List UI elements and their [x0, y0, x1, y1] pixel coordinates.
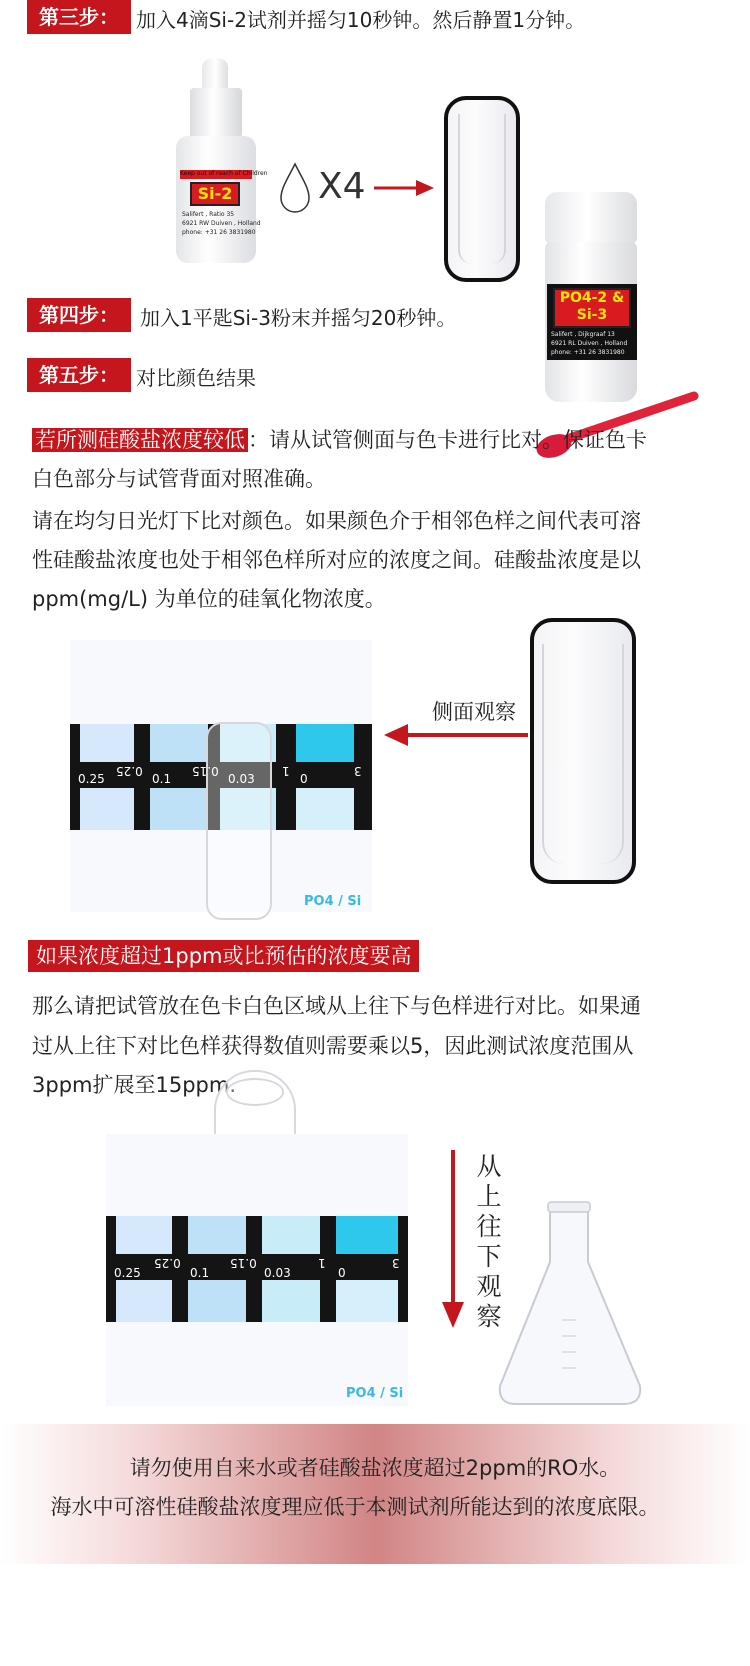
high-section-line3: 3ppm扩展至15ppm. — [32, 1073, 236, 1097]
arrow-right-icon — [374, 176, 436, 200]
test-tube-on-card — [206, 722, 272, 920]
swatch-0.1 — [188, 1216, 246, 1254]
swatch-0.25 — [116, 1280, 172, 1322]
card-brand: PO4 / Si — [304, 894, 362, 909]
swatch-0 — [296, 724, 354, 762]
top-down-char: 下 — [476, 1242, 502, 1271]
swatch-0.25 — [116, 1216, 172, 1254]
warning-strip: Keep out of reach of Children — [180, 170, 268, 177]
low-section-line4: 性硅酸盐浓度也处于相邻色样所对应的浓度之间。硅酸盐浓度是以 — [32, 548, 641, 572]
drop-count: X4 — [318, 166, 366, 207]
swatch-0.1 — [150, 788, 208, 830]
color-card-top — [106, 1134, 408, 1406]
dropper-cap — [190, 88, 242, 138]
high-section-line1: 那么请把试管放在色卡白色区域从上往下与色样进行对比。如果通 — [32, 994, 641, 1018]
swatch-0.25 — [80, 724, 134, 762]
high-section-tag: 如果浓度超过1ppm或比预估的浓度要高 — [28, 940, 419, 972]
step5-text: 对比颜色结果 — [136, 366, 256, 390]
arrow-down-icon — [440, 1150, 466, 1330]
arrow-left-icon — [384, 722, 530, 748]
si3-label-line: Si-3 — [576, 307, 608, 323]
drop-icon — [278, 162, 312, 214]
card-rotated-label: 3 — [392, 1256, 400, 1270]
top-down-char: 从 — [476, 1152, 502, 1181]
card-rotated-label: 3 — [354, 764, 362, 778]
po4-address-line: phone: +31 26 3831980 — [551, 349, 625, 356]
swatch-0.1 — [188, 1280, 246, 1322]
top-down-char: 上 — [476, 1182, 502, 1211]
step4-tag: 第四步： — [27, 298, 131, 332]
step5-tag: 第五步： — [27, 358, 131, 392]
po4-address — [551, 330, 635, 357]
card-value-label: 0.03 — [264, 1266, 291, 1280]
card-value-label: 0 — [338, 1266, 346, 1280]
card-brand: PO4 / Si — [346, 1386, 404, 1401]
si2-bottle — [176, 58, 268, 263]
card-rotated-label: 0.15 — [192, 764, 219, 778]
step4-text: 加入1平匙Si-3粉末并摇匀20秒钟。 — [140, 306, 457, 330]
footer-line2: 海水中可溶性硅酸盐浓度理应低于本测试剂所能达到的浓度底限。 — [50, 1495, 660, 1519]
si2-address-line: phone: +31 26 3831980 — [182, 229, 256, 236]
card-rotated-label: 0.15 — [230, 1256, 257, 1270]
card-rotated-label: 1 — [282, 764, 290, 778]
high-section-line2: 过从上往下对比色样获得数值则需要乘以5，因此测试浓度范围从 — [32, 1034, 634, 1058]
footer-line1: 请勿使用自来水或者硅酸盐浓度超过2ppm的RO水。 — [129, 1456, 621, 1480]
low-section-line5: ppm(mg/L) 为单位的硅氧化物浓度。 — [32, 587, 386, 611]
dropper-tip — [202, 58, 228, 92]
low-section-highlight: 若所测硅酸盐浓度较低 — [32, 428, 248, 452]
card-value-label: 0.1 — [190, 1266, 210, 1280]
card-value-label: 0.25 — [78, 772, 105, 786]
test-tube-empty — [444, 96, 520, 282]
po4-si3-label — [553, 288, 631, 328]
po4-address-line: 6921 RL Duiven , Holland — [551, 340, 628, 347]
si2-address-line: Salifert , Ratio 35 — [182, 211, 235, 218]
card-value-label: 0.03 — [228, 772, 255, 786]
step3-text: 加入4滴Si-2试剂并摇匀10秒钟。然后静置1分钟。 — [136, 8, 586, 32]
card-value-label: 0.25 — [114, 1266, 141, 1280]
swatch-0 — [336, 1216, 398, 1254]
side-view-label: 侧面观察 — [432, 700, 516, 724]
low-section-line2: 白色部分与试管背面对照准确。 — [32, 467, 326, 491]
test-tube-sample — [530, 618, 636, 884]
step3-tag: 第三步： — [27, 0, 131, 34]
po4-address-line: Salifert , Dijkgraaf 13 — [551, 331, 615, 338]
po4-label-line: PO4-2 & — [559, 290, 625, 306]
si2-address-line: 6921 RW Duiven , Holland — [182, 220, 261, 227]
po4-si3-jar — [545, 192, 637, 402]
jar-lid — [545, 192, 637, 244]
top-down-char: 往 — [476, 1212, 502, 1241]
swatch-0 — [336, 1280, 398, 1322]
flask-icon — [492, 1200, 648, 1410]
card-rotated-label: 0.25 — [154, 1256, 181, 1270]
card-value-label: 0 — [300, 772, 308, 786]
swatch-0.03 — [262, 1280, 320, 1322]
top-down-char: 察 — [476, 1302, 502, 1331]
top-down-char: 观 — [476, 1272, 502, 1301]
swatch-0.1 — [150, 724, 208, 762]
swatch-0.25 — [80, 788, 134, 830]
si2-address — [182, 210, 261, 237]
si2-label: Si-2 — [190, 182, 240, 206]
swatch-0 — [296, 788, 354, 830]
swatch-0.03 — [262, 1216, 320, 1254]
low-section-line1 — [32, 422, 647, 459]
card-value-label: 0.1 — [152, 772, 172, 786]
card-rotated-label: 1 — [318, 1256, 326, 1270]
low-section-line3: 请在均匀日光灯下比对颜色。如果颜色介于相邻色样之间代表可溶 — [32, 509, 641, 533]
low-section-line1-rest: ：请从试管侧面与色卡进行比对。保证色卡 — [248, 428, 647, 452]
card-rotated-label: 0.25 — [116, 764, 143, 778]
